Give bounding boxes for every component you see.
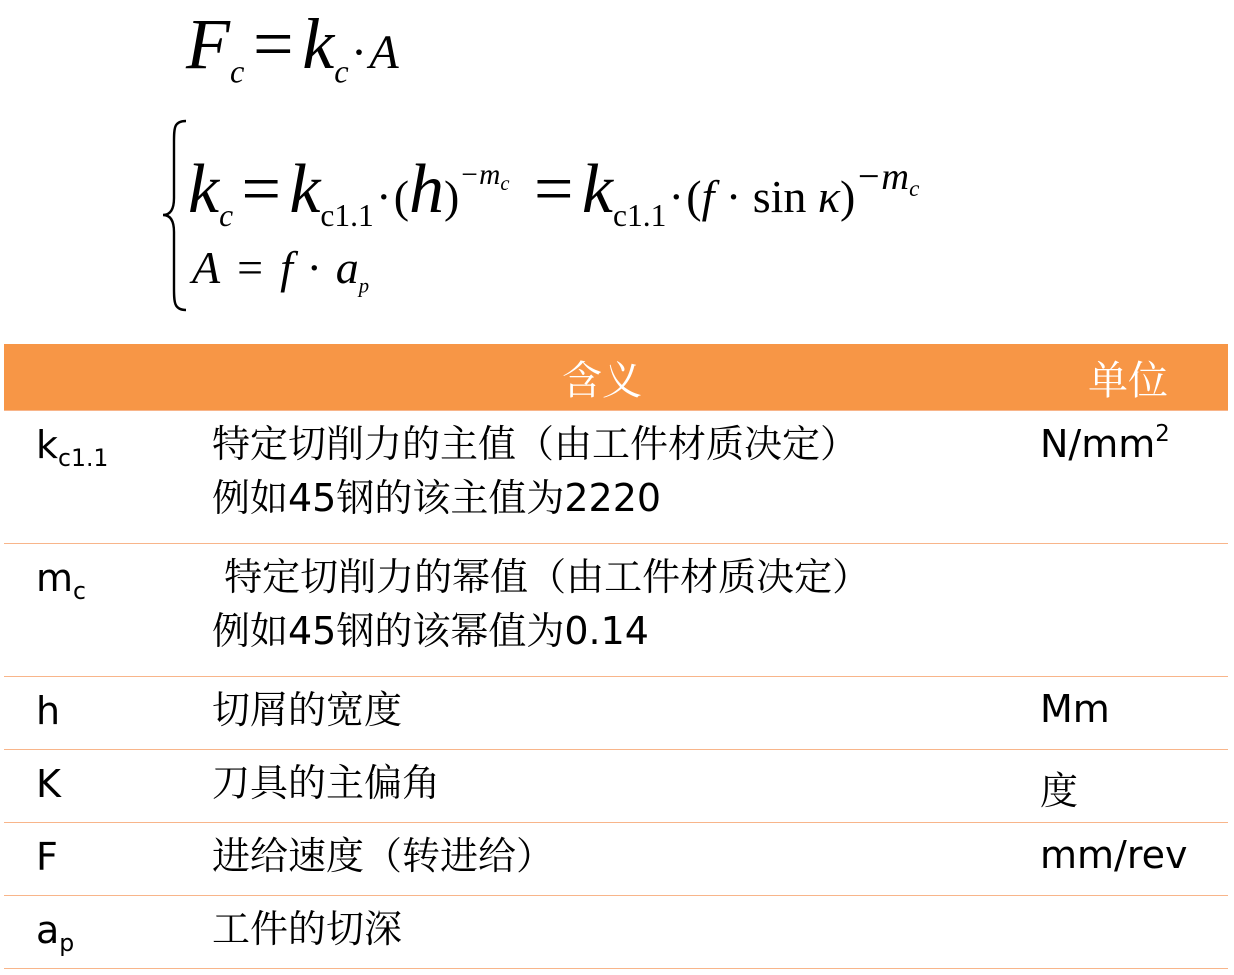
row-meaning <box>212 896 1040 969</box>
unit-superscript: 2 <box>1155 421 1170 447</box>
formula-symbol: f <box>280 242 293 293</box>
formula-subscript: c <box>334 54 349 91</box>
meaning-line: 工件的切深 <box>212 907 403 951</box>
header-unit: 单位 <box>1040 344 1228 411</box>
row-symbol <box>4 896 212 969</box>
meaning-line: 进给速度（转进给） <box>212 834 555 878</box>
row-symbol <box>4 411 212 544</box>
header-symbol <box>4 344 212 411</box>
symbol-text: K <box>36 762 61 806</box>
formula-symbol: F <box>186 4 230 84</box>
formula-exponent: −m <box>459 159 501 191</box>
row-symbol <box>4 544 212 677</box>
formula-subscript: p <box>358 275 370 298</box>
formula-symbol: f <box>701 170 715 222</box>
table-row <box>4 750 1228 823</box>
formula-symbol: h <box>409 150 445 228</box>
row-meaning <box>212 677 1040 750</box>
formula-symbol: a <box>335 242 359 293</box>
row-meaning <box>212 411 1040 544</box>
meaning-line: 特定切削力的幂值（由工件材质决定） <box>212 555 871 599</box>
formula-symbol: k <box>188 150 220 228</box>
meaning-line: 特定切削力的主值（由工件材质决定） <box>212 422 859 466</box>
unit-text: N/mm <box>1040 421 1156 466</box>
formula-subscript: c1.1 <box>613 198 667 234</box>
table-header-row <box>4 344 1228 411</box>
formula-symbol: k <box>289 150 321 228</box>
symbol-text: m <box>36 556 74 600</box>
formula-symbol: A <box>192 242 221 293</box>
row-symbol <box>4 750 212 823</box>
row-meaning <box>212 823 1040 896</box>
meaning-line: 例如45钢的该主值为2220 <box>212 476 662 520</box>
formula-symbol: k <box>302 4 335 84</box>
formula-symbol: k <box>581 150 613 228</box>
symbol-text: h <box>36 689 61 733</box>
table-row <box>4 544 1228 677</box>
formula-subscript: c1.1 <box>320 198 374 234</box>
row-unit <box>1040 544 1228 677</box>
row-meaning <box>212 750 1040 823</box>
formula-function: sin <box>752 170 807 222</box>
formula-area: $A = f \cdot a_p$ <box>192 242 370 298</box>
table-row <box>4 896 1228 969</box>
formula-subscript: c <box>500 173 510 196</box>
header-meaning: 含义 <box>212 344 1040 411</box>
row-unit <box>1040 750 1228 823</box>
left-brace-icon <box>160 118 190 313</box>
formula-exponent: −m <box>855 155 910 198</box>
table-row <box>4 677 1228 750</box>
formula-subscript: c <box>219 198 234 234</box>
symbol-subscript: c1.1 <box>58 444 109 473</box>
meaning-line: 例如45钢的该幂值为0.14 <box>212 609 649 653</box>
formula-subscript: c <box>909 174 920 201</box>
unit-text: mm/rev <box>1040 833 1188 877</box>
symbol-text: a <box>36 908 60 952</box>
row-symbol <box>4 823 212 896</box>
formula-symbol: A <box>369 26 399 79</box>
row-unit <box>1040 823 1228 896</box>
unit-text: 度 <box>1040 769 1079 813</box>
formula-subscript: c <box>229 54 245 91</box>
meaning-line: 切屑的宽度 <box>212 688 403 732</box>
symbol-subscript: p <box>59 929 75 958</box>
meaning-line: 刀具的主偏角 <box>212 761 441 805</box>
formula-symbol: κ <box>817 170 840 222</box>
row-meaning <box>212 544 1040 677</box>
row-unit <box>1040 411 1228 544</box>
symbol-text: F <box>36 835 58 879</box>
row-unit <box>1040 896 1228 969</box>
unit-text: Mm <box>1040 687 1110 731</box>
formula-cutting-force: $F_c = k_c\cdot A$ <box>186 4 399 91</box>
formula-specific-force: $k_c = k_{c1.1}\cdot(h)^{-m_c} = k_{c1.1}\cdot(f \cdot \sin \kappa)^{-mc}$ <box>188 150 920 234</box>
row-unit <box>1040 677 1228 750</box>
row-symbol <box>4 677 212 750</box>
table-row <box>4 823 1228 896</box>
parameter-table <box>4 344 1228 969</box>
symbol-subscript: c <box>73 577 86 606</box>
table-row <box>4 411 1228 544</box>
symbol-text: k <box>36 423 59 467</box>
